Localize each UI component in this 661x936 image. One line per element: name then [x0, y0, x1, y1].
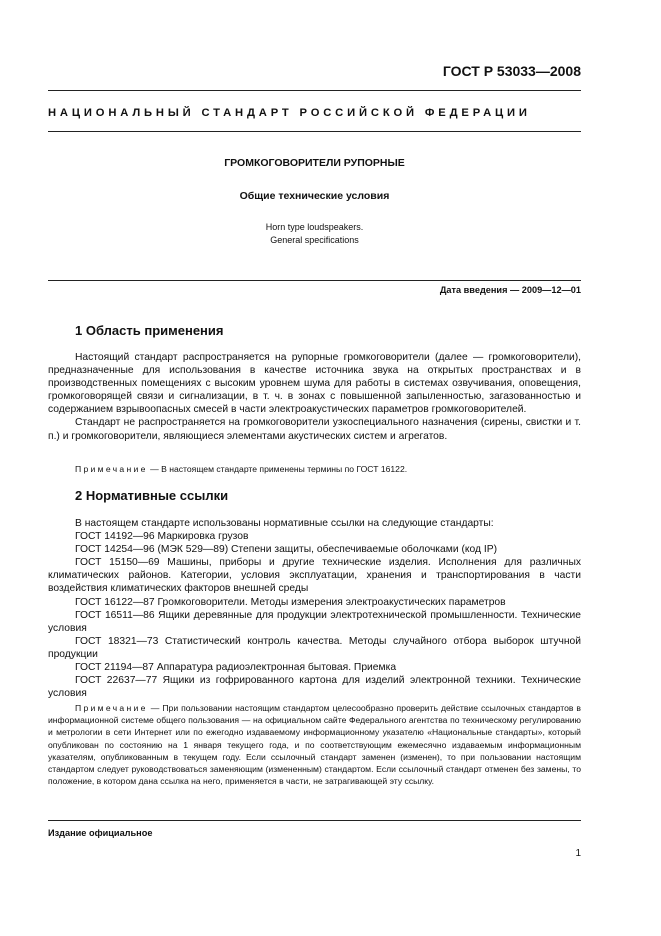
date-rule [48, 280, 581, 281]
official-edition-label: Издание официальное [48, 828, 153, 838]
english-title-line-2: General specifications [270, 235, 359, 245]
section-1-paragraph-2: Стандарт не распространяется на громкоговорители узкоспециального назначения (сирены, свистки и т. п.) и громкоговорители, являющиеся элементами акустических систем и агрегатов. [48, 417, 581, 442]
header-rule-top [48, 90, 581, 91]
reference-item: ГОСТ 14254—96 (МЭК 529—89) Степени защиты, обеспечиваемые оболочками (код IP) [75, 544, 498, 556]
note-text: — В настоящем стандарте применены термины по ГОСТ 16122. [147, 464, 408, 474]
document-title: ГРОМКОГОВОРИТЕЛИ РУПОРНЫЕ [224, 157, 405, 169]
reference-item: ГОСТ 22637—77 Ящики из гофрированного картона для изделий электронной техники. Технические условия [48, 675, 581, 700]
section-1-note [48, 463, 581, 475]
national-standard-title: НАЦИОНАЛЬНЫЙ СТАНДАРТ РОССИЙСКОЙ ФЕДЕРАЦИИ [48, 107, 531, 119]
standard-code: ГОСТ Р 53033—2008 [442, 63, 581, 79]
header-rule-bottom [48, 131, 581, 132]
note-label: Примечание [75, 703, 148, 713]
reference-item: ГОСТ 16511—86 Ящики деревянные для продукции электротехнической промышленности. Технические условия [48, 609, 581, 634]
section-1-paragraph-1: Настоящий стандарт распространяется на рупорные громкоговорители (далее — громкоговорители), предназначенные для использования в качестве источника звука на открытых пространствах и в производственных помещениях с высоким уровнем шума для работы в системах озвучивания, оповещения, громкоговорящей связи и сигнализации, в т. ч. в зонах с повышенной запыленностью, загазованностью и содержанием взрывоопасных смесей в части электроакустических параметров громкоговорителей. [48, 352, 581, 416]
note-text: — При пользовании настоящим стандартом целесообразно проверить действие ссылочных стандартов в информационной системе общего пользования — на официальном сайте Федерального агентства по техническому регулированию и метрологии в сети Интернет или по ежегодно издаваемому информационному указателю «Национальные стандарты», который опубликован по состоянию на 1 января текущего года, и по соответствующим ежемесячно издаваемым информационным указателям, опубликованным в текущем году. Если ссылочный стандарт заменен (изменен), то при пользовании настоящим стандартом следует руководствоваться заменяющим (измененным) стандартом. Если ссылочный стандарт отменен без замены, то положение, в котором дана ссылка на него, применяется в части, не затрагивающей эту ссылку. [48, 703, 581, 787]
normative-references [48, 517, 581, 700]
footer-rule [48, 820, 581, 821]
page-number: 1 [575, 848, 581, 859]
effective-date: Дата введения — 2009—12—01 [439, 285, 581, 295]
references-intro: В настоящем стандарте использованы нормативные ссылки на следующие стандарты: [75, 518, 494, 529]
reference-item: ГОСТ 15150—69 Машины, приборы и другие технические изделия. Исполнения для различных климатических районов. Категории, условия эксплуатации, хранения и транспортирования в части воздействия климатических факторов внешней среды [48, 557, 581, 595]
reference-item: ГОСТ 21194—87 Аппаратура радиоэлектронная бытовая. Приемка [75, 662, 397, 674]
document-subtitle: Общие технические условия [239, 190, 390, 202]
section-2-note [48, 702, 581, 787]
section-1-heading: 1 Область применения [75, 323, 224, 338]
english-title-line-1: Horn type loudspeakers. [265, 222, 364, 232]
section-2-heading: 2 Нормативные ссылки [75, 488, 229, 503]
reference-item: ГОСТ 18321—73 Статистический контроль качества. Методы случайного отбора выборок штучной продукции [48, 635, 581, 660]
reference-item: ГОСТ 14192—96 Маркировка грузов [75, 531, 249, 543]
english-title [48, 221, 581, 247]
reference-item: ГОСТ 16122—87 Громкоговорители. Методы измерения электроакустических параметров [75, 596, 506, 608]
section-1-body [48, 351, 581, 443]
note-label: Примечание [75, 464, 148, 474]
